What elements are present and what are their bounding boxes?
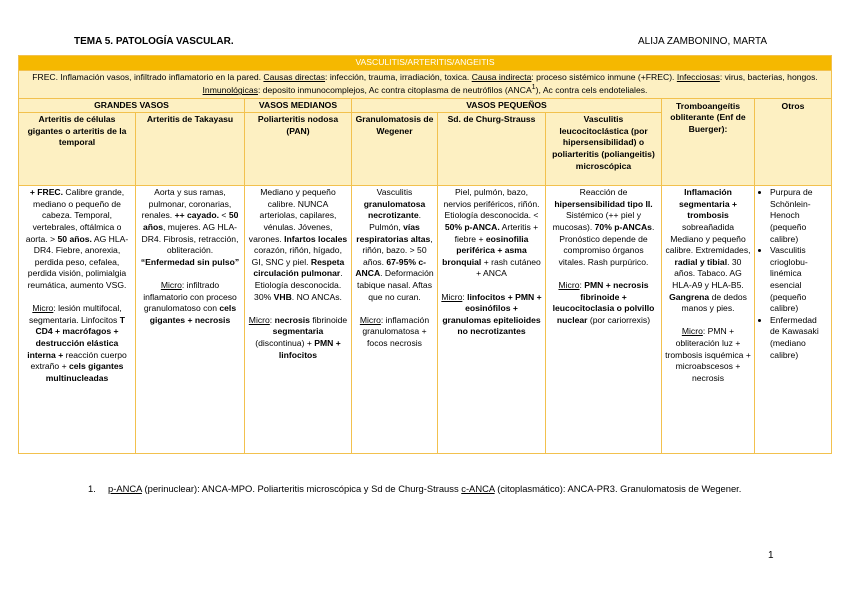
cell-churg-strauss: Piel, pulmón, bazo, nervios periféricos, riñón. Etiología desconocida. < 50% p-ANCA. Arteritis + fiebre + eosinofilia periférica + asma bronquial + rash cutáneo + ANCA Micro: linfocitos + PMN + eosinófilos + granulomas epitelioides no necrotizantes <box>438 186 546 454</box>
list-item: • Purpura de Schönlein-Henoch (pequeño calibre) <box>770 187 828 245</box>
cell-arteritis-takayasu: Aorta y sus ramas, pulmonar, coronarias, renales. ++ cayado. < 50 años, mujeres. AG HLA-DR4. Fibrosis, retracción, obliteración. “Enfermedad sin pulso” Micro: infiltrado inflamatorio con proceso granulomatoso con cels gigantes + necrosis <box>136 186 245 454</box>
footnote-text: p-ANCA (perinuclear): ANCA-MPO. Poliarteritis microscópica y Sd de Churg-Strauss c-ANCA (citoplasmático): ANCA-PR3. Granulomatosis de Wegener. <box>108 483 742 494</box>
cell-otros <box>755 186 832 454</box>
disease-vasculitis-leucocitoclastica: Vasculitis leucocitoclástica (por hipersensibilidad) o poliarteritis (poliangeitis) microscópica <box>546 113 662 186</box>
disease-arteritis-celulas-gigantes: Arteritis de células gigantes o arteritis de la temporal <box>19 113 136 186</box>
disease-wegener: Granulomatosis de Wegener <box>352 113 438 186</box>
document-title: TEMA 5. PATOLOGÍA VASCULAR. <box>74 36 234 47</box>
disease-poliarteritis-nodosa: Poliarteritis nodosa (PAN) <box>245 113 352 186</box>
list-item: • Vasculitis crioglobu-linémica esencial (pequeño calibre) <box>770 245 828 315</box>
cell-poliarteritis-nodosa: Mediano y pequeño calibre. NUNCA arteriolas, capilares, vénulas. Jóvenes, varones. Infartos locales corazón, riñón, hígado, GI, SNC y piel. Respeta circulación pulmonar. Etiología desconocida. 30% VHB. NO ANCAs. Micro: necrosis fibrinoide segmentaria (discontinua) + PMN + linfocitos <box>245 186 352 454</box>
disease-tromboangeitis: Tromboangeítis obliterante (Enf de Buerger): <box>662 98 755 186</box>
cell-wegener: Vasculitis granulomatosa necrotizante. Pulmón, vías respiratorias altas, riñón, bazo. > 50 años. 67-95% c-ANCA. Deformación tabique nasal. Aftas que no curan. Micro: inflamación granulomatosa + focos necrosis <box>352 186 438 454</box>
page-number: 1 <box>768 550 774 561</box>
table-intro: FREC. Inflamación vasos, infiltrado inflamatorio en la pared. Causas directas: infección, trauma, irradiación, toxica. Causa indirecta: proceso sistémico inmune (+FREC). Infecciosas: virus, bacterias, hongos. Inmunológicas: deposito inmunocomplejos, Ac contra citoplasma de neutrófilos (ANCA$^1$), Ac contra cels endoteliales. <box>19 70 832 98</box>
cell-arteritis-celulas-gigantes: + FREC. Calibre grande, mediano o pequeño de cabeza. Temporal, vertebrales, oftálmica o aorta. > 50 años. AG HLA-DR4. Fiebre, anorexia, perdida peso, cefalea, perdida visión, polimialgia reumática, aumento VSG. Micro: lesión multifocal, segmentaria. Linfocitos T CD4 + macrófagos + destrucción elástica interna + reacción cuerpo extraño + cels gigantes multinucleadas <box>19 186 136 454</box>
footnote-number: 1. <box>88 483 96 494</box>
footnote <box>88 482 788 496</box>
cell-vasculitis-leucocitoclastica: Reacción de hipersensibilidad tipo II. Sistémico (++ piel y mucosas). 70% p-ANCAs. Pronóstico depende de compromiso órganos vitales. Rash purpúrico. Micro: PMN + necrosis fibrinoide + leucocitoclasia o polvillo nuclear (por cariorrexis) <box>546 186 662 454</box>
table-title: VASCULITIS/ARTERITIS/ANGEITIS <box>19 56 832 71</box>
group-vasos-pequenos: VASOS PEQUEÑOS <box>352 98 662 113</box>
vasculitis-table <box>18 55 832 454</box>
otros-list <box>758 187 828 361</box>
cell-tromboangeitis: Inflamación segmentaria + trombosis sobreañadida Mediano y pequeño calibre. Extremidades, radial y tibial. 30 años. Tabaco. AG HLA-A9 y HLA-B5. Gangrena de dedos manos y pies. Micro: PMN + obliteración luz + trombosis isquémica + microabscesos + necrosis <box>662 186 755 454</box>
disease-otros: Otros <box>755 98 832 186</box>
list-item: • Enfermedad de Kawasaki (mediano calibre) <box>770 315 828 361</box>
group-grandes-vasos: GRANDES VASOS <box>19 98 245 113</box>
author-name: ALIJA ZAMBONINO, MARTA <box>638 36 768 47</box>
disease-arteritis-takayasu: Arteritis de Takayasu <box>136 113 245 186</box>
disease-churg-strauss: Sd. de Churg-Strauss <box>438 113 546 186</box>
group-vasos-medianos: VASOS MEDIANOS <box>245 98 352 113</box>
